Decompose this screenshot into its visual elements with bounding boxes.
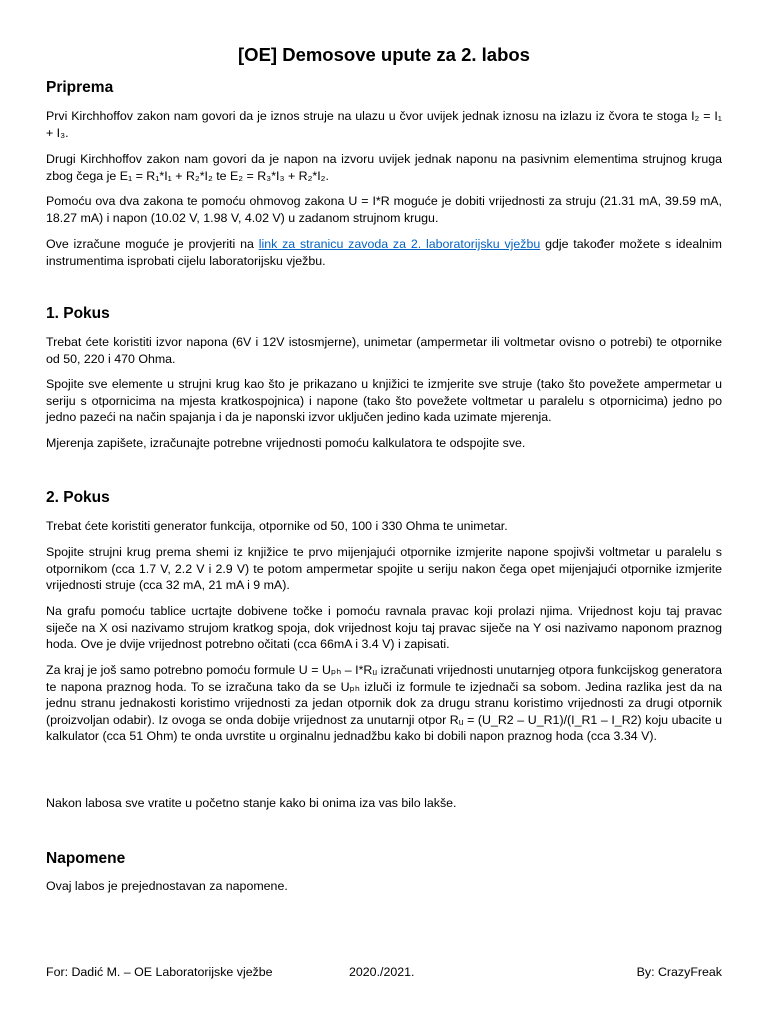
paragraph-kirchhoff-2: Drugi Kirchhoffov zakon nam govori da je napon na izvoru uvijek jednak naponu na pasivnim elementima strujnog kruga zbog čega je E₁ = R₁*I₁ + R₂*I₂ te E₂ = R₃*I₃ + R₂*I₂. [46, 152, 722, 183]
paragraph-kirchhoff-1: Prvi Kirchhoffov zakon nam govori da je iznos struje na ulazu u čvor uvijek jednak iznosu na izlazu iz čvora te stoga I₂ = I₁ + I₃. [46, 109, 722, 140]
heading-pokus-2: 2. Pokus [46, 489, 110, 506]
paragraph-napomene: Ovaj labos je prejednostavan za napomene. [46, 879, 288, 893]
paragraph-pokus1-record: Mjerenja zapišete, izračunajte potrebne vrijednosti pomoću kalkulatora te odspojite sve. [46, 436, 526, 450]
paragraph-ohm: Pomoću ova dva zakona te pomoću ohmovog zakona U = I*R moguće je dobiti vrijednosti za struju (21.31 mA, 39.59 mA, 18.27 mA) i napon (10.02 V, 1.98 V, 4.02 V) u zadanom strujnom krugu. [46, 194, 722, 225]
heading-pokus-1: 1. Pokus [46, 305, 110, 322]
paragraph-link: Ove izračune moguće je provjeriti na link za stranicu zavoda za 2. laboratorijsku vježbu gdje također možete s idealnim instrumentima isprobati cijelu laboratorijsku vježbu. [46, 237, 722, 268]
footer-center: 2020./2021. [349, 965, 415, 979]
footer-left: For: Dadić M. – OE Laboratorijske vježbe [46, 965, 273, 979]
paragraph-pokus2-formula: Za kraj je još samo potrebno pomoću formule U = Uₚₕ – I*Rᵤ izračunati vrijednosti unutarnjeg otpora funkcijskog generatora te napona praznog hoda. To se izračuna tako da se Uₚₕ izluči iz formule te izjednači sa sobom. Jedina razlika jest da na jednu stranu jednakosti koristimo vrijednosti za jedan otpornik dok za drugu stranu koristimo vrijednosti za drugi otpornik (proizvoljan odabir). Iz ovoga se onda dobije vrijednost za unutarnji otpor Rᵤ = (U_R2 – U_R1)/(I_R1 – I_R2) koju ubacite u kalkulator (cca 51 Ohm) te onda uvrstite u orginalnu jednadžbu kako bi dobili napon praznog hoda (cca 3.34 V). [46, 663, 722, 744]
heading-napomene: Napomene [46, 850, 126, 867]
heading-priprema: Priprema [46, 79, 114, 96]
paragraph-pokus2-procedure: Spojite strujni krug prema shemi iz knjižice te prvo mijenjajući otpornike izmjerite napone spojivši voltmetar u paralelu s otpornikom (cca 1.7 V, 2.2 V i 2.9 V) te potom ampermetar spojite u seriju nakon čega opet mijenjajući otpornike izmjerite vrijednosti struje (cca 32 mA, 21 mA i 9 mA). [46, 545, 722, 593]
page-title: [OE] Demosove upute za 2. labos [238, 44, 530, 65]
paragraph-pokus1-procedure: Spojite sve elemente u strujni krug kao što je prikazano u knjižici te izmjerite sve struje (tako što povežete ampermetar u seriju s otpornicima na mjesta kratkospojnica) i napone (tako što povežete voltmetar u paralelu s otpornicima) jedno po jedno pazeći na način spajanja i da je naponski izvor uključen jedino kada uzimate mjerenja. [46, 377, 722, 425]
paragraph-closing: Nakon labosa sve vratite u početno stanje kako bi onima iza vas bilo lakše. [46, 796, 457, 810]
paragraph-pokus1-equipment: Trebat ćete koristiti izvor napona (6V i 12V istosmjerne), unimetar (ampermetar ili voltmetar ovisno o potrebi) te otpornike od 50, 220 i 470 Ohma. [46, 335, 722, 366]
lab-page-link[interactable]: link za stranicu zavoda za 2. laboratorijsku vježbu [258, 237, 541, 251]
footer-right: By: CrazyFreak [636, 965, 722, 979]
paragraph-pokus2-graph: Na grafu pomoću tablice ucrtajte dobivene točke i pomoću ravnala pravac koji prolazi njima. Vrijednost koju taj pravac siječe na X osi nazivamo strujom kratkog spoja, dok vrijednost koju taj pravac siječe na Y osi nazivamo naponom praznog hoda. Ove je dvije vrijednost potrebno očitati (cca 66mA i 3.4 V) i zapisati. [46, 604, 722, 652]
paragraph-pokus2-equipment: Trebat ćete koristiti generator funkcija, otpornike od 50, 100 i 330 Ohma te unimetar. [46, 519, 508, 533]
